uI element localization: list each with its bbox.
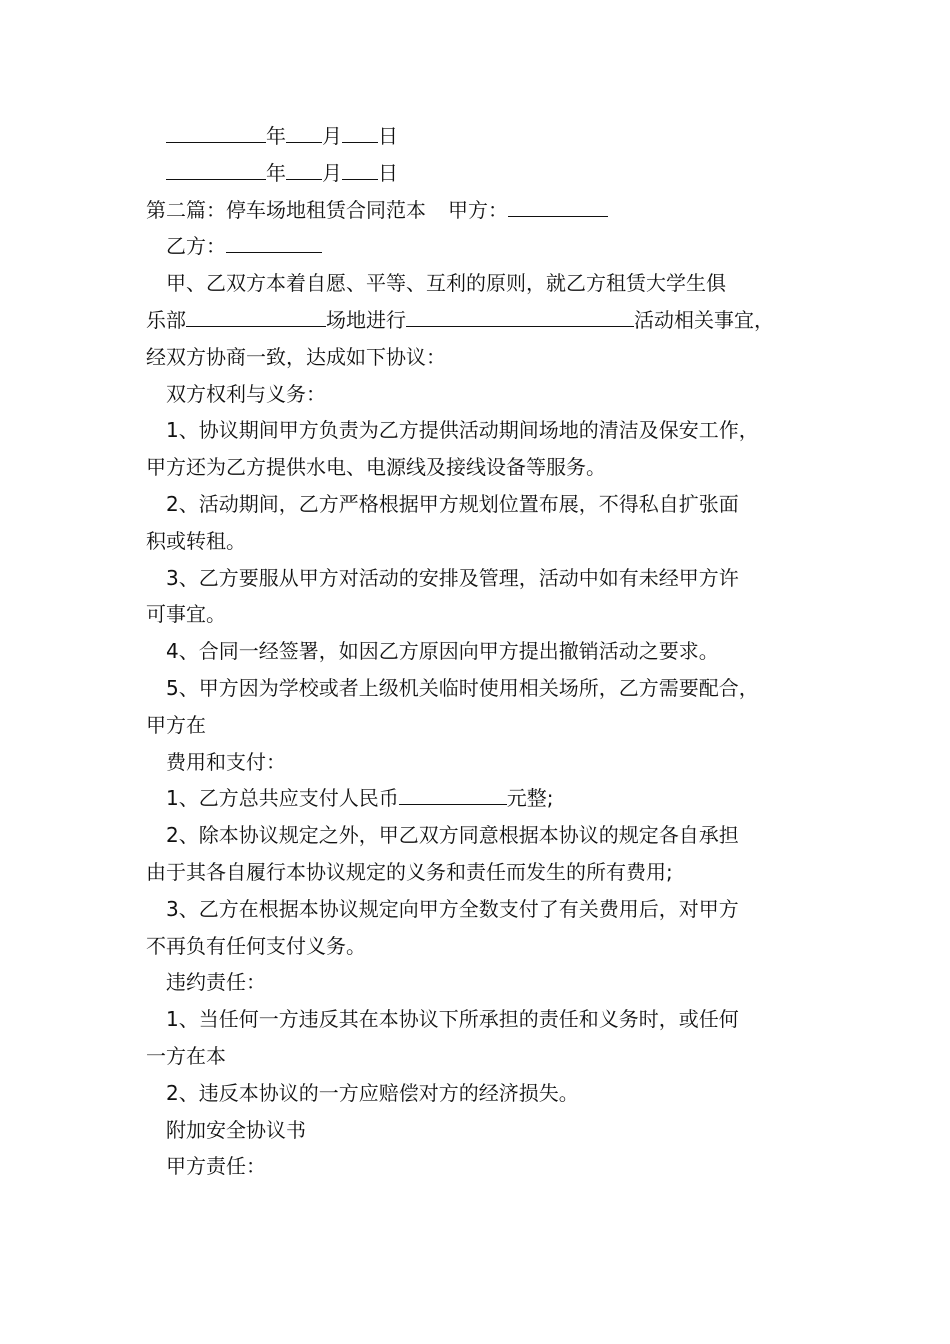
clause-r2: 2、活动期间，乙方严格根据甲方规划位置布展，不得私自扩张面 — [166, 491, 739, 516]
year-blank[interactable] — [166, 155, 266, 180]
document-title: 第二篇：停车场地租赁合同范本 — [146, 197, 426, 222]
year-label: 年 — [266, 160, 286, 185]
clause-text: 1、乙方总共应支付人民币 — [166, 786, 399, 811]
party-a-responsibility: 甲方责任： — [166, 1154, 266, 1179]
clause-b1: 1、当任何一方违反其在本协议下所承担的责任和义务时，或任何 — [166, 1007, 739, 1032]
intro-line-2 — [146, 302, 818, 339]
clause-f3: 3、乙方在根据本协议规定向甲方全数支付了有关费用后，对甲方 — [166, 896, 739, 921]
clause-f2: 2、除本协议规定之外，甲乙双方同意根据本协议的规定各自承担 — [166, 823, 739, 848]
amount-blank[interactable] — [399, 780, 507, 805]
rights-heading: 双方权利与义务： — [166, 381, 326, 406]
year-label: 年 — [266, 124, 286, 148]
day-blank[interactable] — [342, 155, 378, 180]
intro-line-3: 经双方协商一致，达成如下协议： — [146, 344, 446, 369]
party-b-blank[interactable] — [226, 228, 322, 253]
clause-r1: 1、协议期间甲方负责为乙方提供活动期间场地的清洁及保安工作， — [166, 418, 759, 443]
breach-heading: 违约责任： — [166, 970, 266, 995]
month-blank[interactable] — [286, 155, 322, 180]
clause-r2-cont: 积或转租。 — [146, 528, 246, 553]
month-blank[interactable] — [286, 118, 322, 143]
party-b-label: 乙方： — [166, 234, 226, 259]
month-label: 月 — [322, 124, 342, 148]
intro-text: 乐部 — [146, 307, 186, 332]
party-a-blank[interactable] — [508, 192, 608, 217]
clause-text: 元整; — [506, 786, 554, 811]
document-body — [146, 118, 818, 1185]
year-blank[interactable] — [166, 118, 266, 143]
party-b-line — [146, 228, 818, 265]
party-a-label: 甲方： — [448, 197, 508, 222]
clause-r5-cont: 甲方在 — [146, 712, 206, 737]
clause-b2: 2、违反本协议的一方应赔偿对方的经济损失。 — [166, 1080, 579, 1105]
day-label: 日 — [378, 124, 398, 148]
fees-heading: 费用和支付： — [166, 749, 286, 774]
date-line-2 — [146, 155, 818, 192]
intro-line-1: 甲、乙双方本着自愿、平等、互利的原则，就乙方租赁大学生俱 — [166, 271, 726, 296]
date-line-1 — [146, 118, 818, 155]
intro-text: 活动相关事宜， — [634, 307, 774, 332]
clause-f2-cont: 由于其各自履行本协议规定的义务和责任而发生的所有费用; — [146, 859, 673, 884]
clause-r3-cont: 可事宜。 — [146, 602, 226, 627]
title-line — [146, 192, 818, 229]
clause-r3: 3、乙方要服从甲方对活动的安排及管理，活动中如有未经甲方许 — [166, 565, 739, 590]
club-blank[interactable] — [186, 302, 326, 327]
intro-text: 场地进行 — [326, 307, 406, 332]
activity-blank[interactable] — [406, 302, 634, 327]
safety-heading: 附加安全协议书 — [166, 1117, 306, 1142]
clause-r1-cont: 甲方还为乙方提供水电、电源线及接线设备等服务。 — [146, 455, 606, 480]
clause-f3-cont: 不再负有任何支付义务。 — [146, 933, 366, 958]
day-label: 日 — [378, 160, 398, 185]
clause-r4: 4、合同一经签署，如因乙方原因向甲方提出撤销活动之要求。 — [166, 639, 719, 664]
clause-b1-cont: 一方在本 — [146, 1043, 226, 1068]
day-blank[interactable] — [342, 118, 378, 143]
month-label: 月 — [322, 160, 342, 185]
clause-r5: 5、甲方因为学校或者上级机关临时使用相关场所，乙方需要配合， — [166, 675, 759, 700]
clause-f1 — [146, 780, 818, 817]
